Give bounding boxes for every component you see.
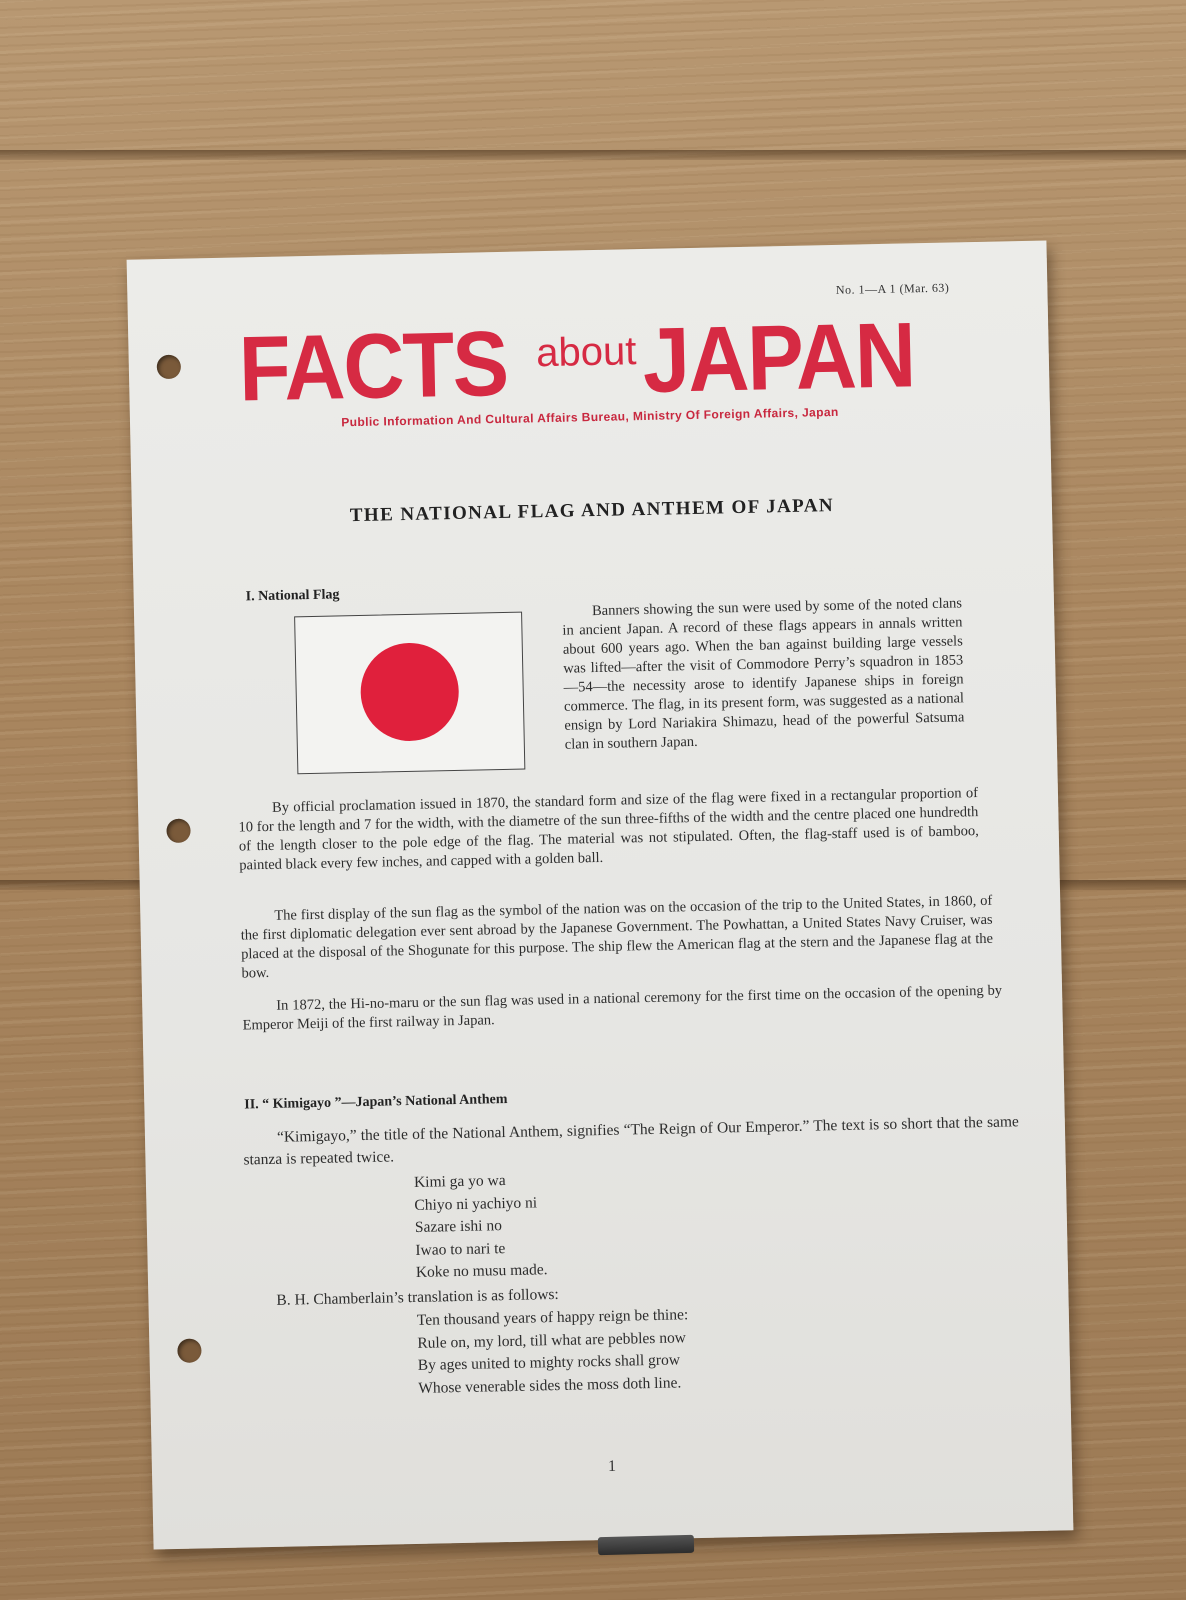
hinomaru-flag-image <box>294 612 525 775</box>
paragraph-kimigayo-intro: “Kimigayo,” the title of the National Anthem, signifies “The Reign of Our Emperor.” The text is so short that the same stanza is repeated twice. <box>243 1113 1020 1169</box>
translation-line: Rule on, my lord, till what are pebbles now <box>417 1328 687 1352</box>
rising-sun-disc <box>360 642 460 742</box>
section-heading-national-flag: I. National Flag <box>245 587 340 605</box>
translation-line: Whose venerable sides the moss doth line. <box>418 1373 682 1397</box>
masthead-about: about <box>535 329 637 376</box>
wood-plank-gap <box>0 150 1186 160</box>
lyric-line: Kimi ga yo wa <box>413 1172 506 1191</box>
binder-clip <box>598 1535 694 1556</box>
section-heading-national-anthem: II. “ Kimigayo ”—Japan’s National Anthem <box>244 1091 508 1113</box>
lyric-line: Chiyo ni yachiyo ni <box>414 1193 538 1214</box>
paragraph-flag-history: Banners showing the sun were used by some of the noted clans in ancient Japan. A record of these flags appears in annals written about 600 years ago. When the ban against building large vessels was lifted—after the visit of Commodore Perry’s squadron in 1853—54—the necessity arose to identify Japanese ships in foreign commerce. The flag, in its present form, was suggested as a national ensign by Lord Nariakira Shimazu, head of the powerful Satsuma clan in southern Japan. <box>562 595 965 753</box>
translation-line: Ten thousand years of happy reign be thine: <box>416 1306 689 1329</box>
lyric-line: Iwao to nari te <box>415 1239 506 1259</box>
masthead-japan: JAPAN <box>641 304 915 412</box>
kimigayo-lyrics <box>414 1169 548 1284</box>
page-number: 1 <box>607 1457 617 1475</box>
punch-hole <box>177 1338 201 1362</box>
paragraph-railway: In 1872, the Hi-no-maru or the sun flag was used in a national ceremony for the first time on the occasion of the opening by Emperor Meiji of the first railway in Japan. <box>242 982 1003 1034</box>
translation-intro: B. H. Chamberlain’s translation is as follows: <box>276 1285 559 1309</box>
document-title: THE NATIONAL FLAG AND ANTHEM OF JAPAN <box>349 495 835 527</box>
masthead-facts: FACTS <box>237 312 509 421</box>
punch-hole <box>166 819 190 843</box>
paragraph-flag-proclamation: By official proclamation issued in 1870, the standard form and size of the flag were fixed in a rectangular proportion of 10 for the length and 7 for the width, with the diametre of the sun three-fifths of the width and the centre placed one hundredth of the length closer to the pole edge of the flag. The material was not stipulated. Often, the flag-staff used is of bamboo, painted black every few inches, and capped with a golden ball. <box>238 785 979 874</box>
publisher-line: Public Information And Cultural Affairs Bureau, Ministry Of Foreign Affairs, Japan <box>341 404 839 430</box>
lyric-line: Koke no musu made. <box>415 1261 548 1281</box>
paragraph-first-display: The first display of the sun flag as the symbol of the nation was on the occasion of the trip to the United States, in 1860, of the first diplomatic delegation ever sent abroad by the Japanese Government. The Powhattan, a United States Navy Cruiser, was placed at the disposal of the Shogunate for this purpose. The ship flew the American flag at the stern and the Japanese flag at the bow. <box>240 892 994 982</box>
punch-hole <box>157 355 181 379</box>
lyric-line: Sazare ishi no <box>414 1217 503 1236</box>
chamberlain-translation <box>417 1304 690 1400</box>
translation-line: By ages united to mighty rocks shall grow <box>417 1351 681 1374</box>
issue-number: No. 1—A 1 (Mar. 63) <box>835 280 950 297</box>
document-page <box>127 241 1074 1550</box>
